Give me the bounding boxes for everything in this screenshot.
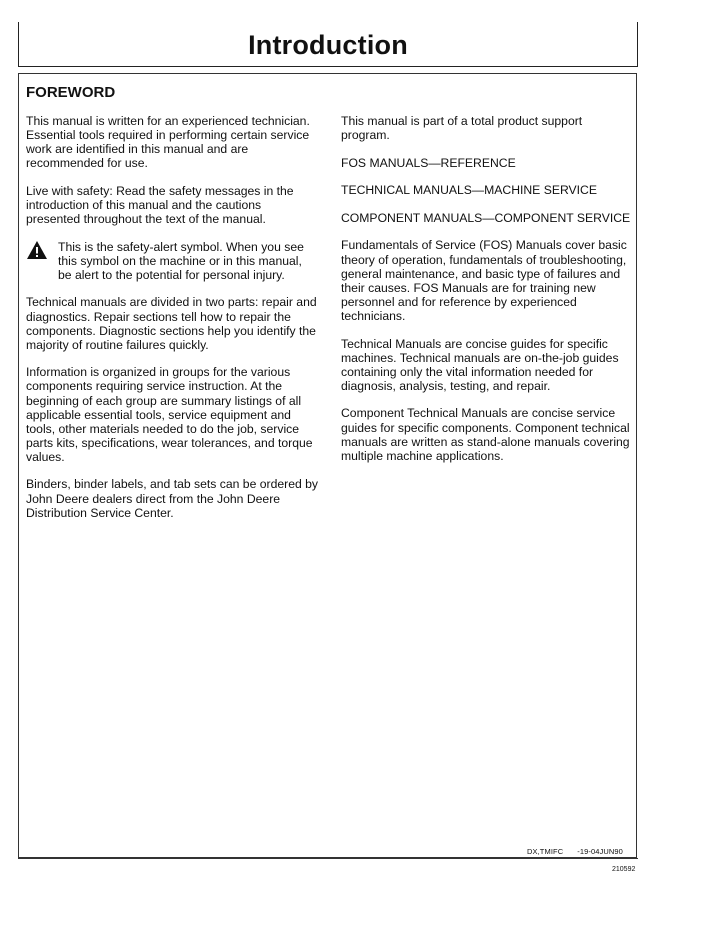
warning-triangle-icon xyxy=(27,241,47,259)
paragraph-live-with-safety: Live with safety: Read the safety messages in the introduction of this manual and the cautions presented throughout the text of the manual. xyxy=(26,183,294,227)
left-column xyxy=(26,114,318,533)
list-item-component-manuals: COMPONENT MANUALS—COMPONENT SERVICE xyxy=(341,210,631,225)
paragraph-manual-parts: Technical manuals are divided in two parts: repair and diagnostics. Repair sections tell how to repair the components. Diagnostic sections help you identify the majority of routine failures quickly. xyxy=(26,295,317,352)
list-item-technical-manuals: TECHNICAL MANUALS—MACHINE SERVICE xyxy=(341,183,597,198)
paragraph-fos-description: Fundamentals of Service (FOS) Manuals cover basic theory of operation, fundamentals of troubleshooting, general maintenance, and basic type of failures and their causes. FOS Manuals are for training new personnel and for reference by experienced technicians. xyxy=(341,238,627,323)
header-bottom-rule xyxy=(18,66,638,67)
list-item-fos-manuals: FOS MANUALS—REFERENCE xyxy=(341,155,516,170)
paragraph-product-support: This manual is part of a total product support program. xyxy=(341,114,583,143)
footer-date: -19-04JUN90 xyxy=(577,847,623,856)
right-column xyxy=(341,114,631,476)
paragraph-information-groups: Information is organized in groups for the various components requiring service instruction. At the beginning of each group are summary listings of all applicable essential tools, service equipment and tools, other materials needed to do the job, service parts kits, specifications, wear tolerances, and torque values. xyxy=(26,365,313,464)
safety-alert-text: This is the safety-alert symbol. When you see this symbol on the machine or in this manual, be alert to the potential for personal injury. xyxy=(58,239,304,282)
safety-alert-note xyxy=(26,240,318,282)
footer-code xyxy=(527,847,623,856)
page-number: 210592 xyxy=(612,866,636,873)
paragraph-binders: Binders, binder labels, and tab sets can be ordered by John Deere dealers direct from the John Deere Distribution Service Center. xyxy=(26,477,319,520)
paragraph-technical-description: Technical Manuals are concise guides for specific machines. Technical manuals are on-the-job guides containing only the vital information needed for diagnosis, analysis, testing, and repair. xyxy=(341,336,619,393)
page-title: Introduction xyxy=(248,30,408,60)
section-title: FOREWORD xyxy=(26,84,116,101)
footer-doc-code: DX,TMIFC xyxy=(527,847,564,856)
paragraph-component-description: Component Technical Manuals are concise service guides for specific components. Component technical manuals are written as stand-alone manuals covering multiple machine applications. xyxy=(341,406,630,463)
paragraph-experienced-technician: This manual is written for an experienced technician. Essential tools required in performing certain service work are identified in this manual and are recommended for use. xyxy=(26,114,310,171)
footer-rule xyxy=(18,858,638,859)
